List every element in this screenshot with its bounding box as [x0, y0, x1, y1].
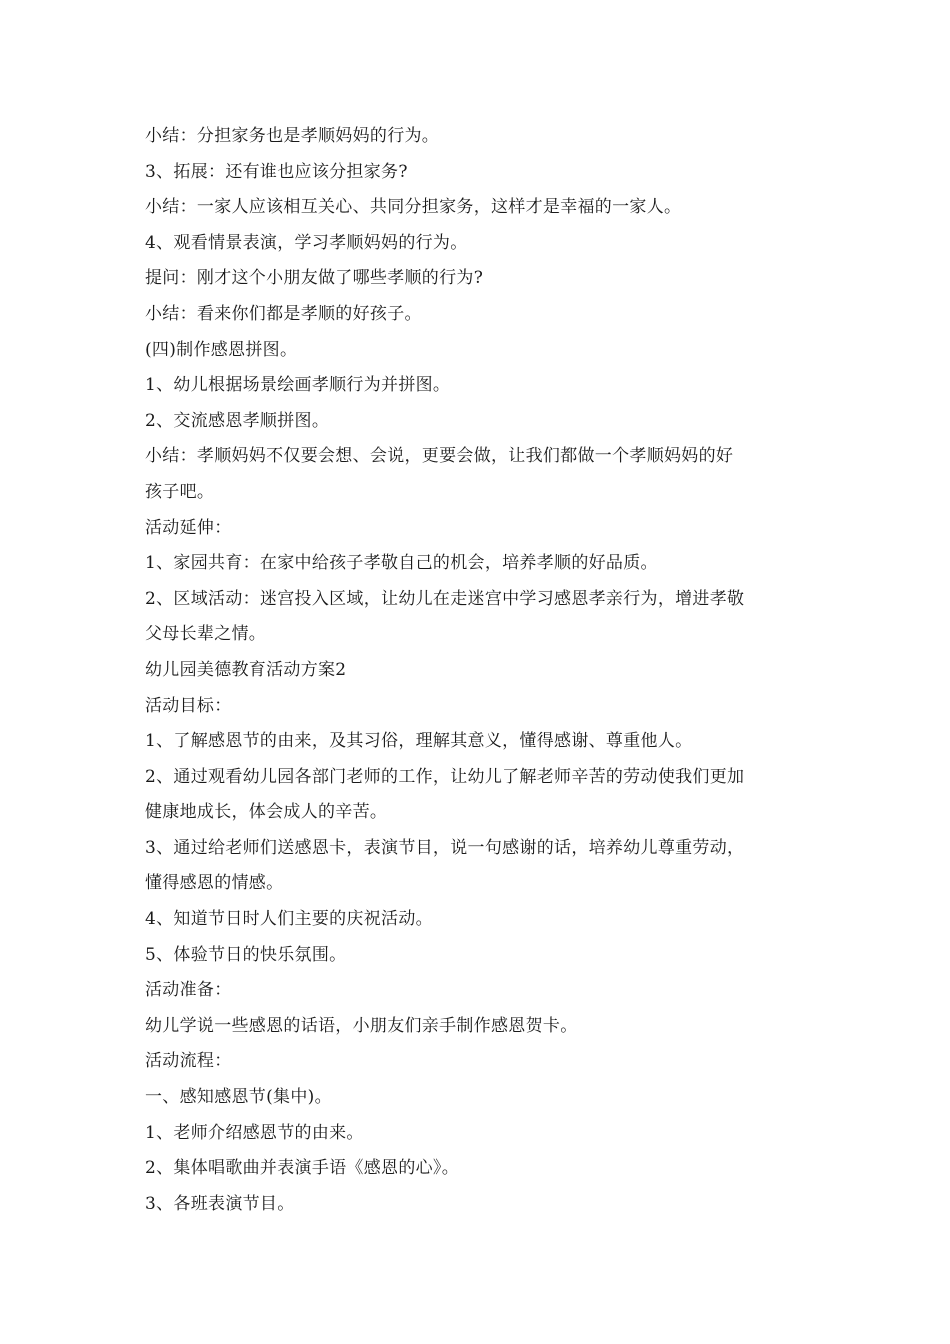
text-line: 2、区域活动：迷宫投入区域，让幼儿在走迷宫中学习感恩孝亲行为，增进孝敬	[145, 588, 745, 609]
text-line: 1、老师介绍感恩节的由来。	[145, 1122, 364, 1143]
text-line: 3、通过给老师们送感恩卡，表演节目，说一句感谢的话，培养幼儿尊重劳动，	[145, 837, 745, 858]
text-line: 2、通过观看幼儿园各部门老师的工作，让幼儿了解老师辛苦的劳动使我们更加	[145, 766, 745, 787]
text-line: 提问：刚才这个小朋友做了哪些孝顺的行为?	[145, 268, 484, 289]
document-body	[145, 119, 810, 1222]
text-line: 父母长辈之情。	[145, 624, 267, 645]
section-heading: 活动延伸：	[145, 517, 232, 538]
section-heading: 活动目标：	[145, 695, 232, 716]
document-title: 幼儿园美德教育活动方案2	[145, 659, 347, 680]
text-line: 小结：一家人应该相互关心、共同分担家务，这样才是幸福的一家人。	[145, 197, 682, 218]
text-line: 小结：孝顺妈妈不仅要会想、会说，更要会做，让我们都做一个孝顺妈妈的好	[145, 446, 734, 467]
text-line: 2、交流感恩孝顺拼图。	[145, 410, 330, 431]
text-line: 孩子吧。	[145, 481, 215, 502]
section-heading: (四)制作感恩拼图。	[145, 339, 298, 360]
text-line: 小结：分担家务也是孝顺妈妈的行为。	[145, 126, 440, 146]
text-line: 3、拓展：还有谁也应该分担家务?	[145, 161, 408, 182]
text-line: 小结：看来你们都是孝顺的好孩子。	[145, 303, 422, 324]
text-line: 3、各班表演节目。	[145, 1193, 295, 1214]
text-line: 4、知道节日时人们主要的庆祝活动。	[145, 909, 433, 930]
text-line: 一、感知感恩节(集中)。	[145, 1087, 332, 1108]
text-line: 5、体验节日的快乐氛围。	[145, 944, 347, 965]
text-line: 健康地成长，体会成人的辛苦。	[145, 802, 388, 823]
text-line: 幼儿学说一些感恩的话语，小朋友们亲手制作感恩贺卡。	[145, 1015, 578, 1036]
section-heading: 活动准备：	[145, 980, 232, 1001]
text-line: 4、观看情景表演，学习孝顺妈妈的行为。	[145, 232, 468, 253]
text-line: 懂得感恩的情感。	[145, 873, 284, 894]
text-line: 2、集体唱歌曲并表演手语《感恩的心》。	[145, 1158, 460, 1179]
text-line: 1、家园共育：在家中给孩子孝敬自己的机会，培养孝顺的好品质。	[145, 553, 658, 574]
text-line: 1、了解感恩节的由来，及其习俗，理解其意义，懂得感谢、尊重他人。	[145, 731, 693, 752]
text-line: 1、幼儿根据场景绘画孝顺行为并拼图。	[145, 375, 451, 396]
section-heading: 活动流程：	[145, 1051, 232, 1072]
